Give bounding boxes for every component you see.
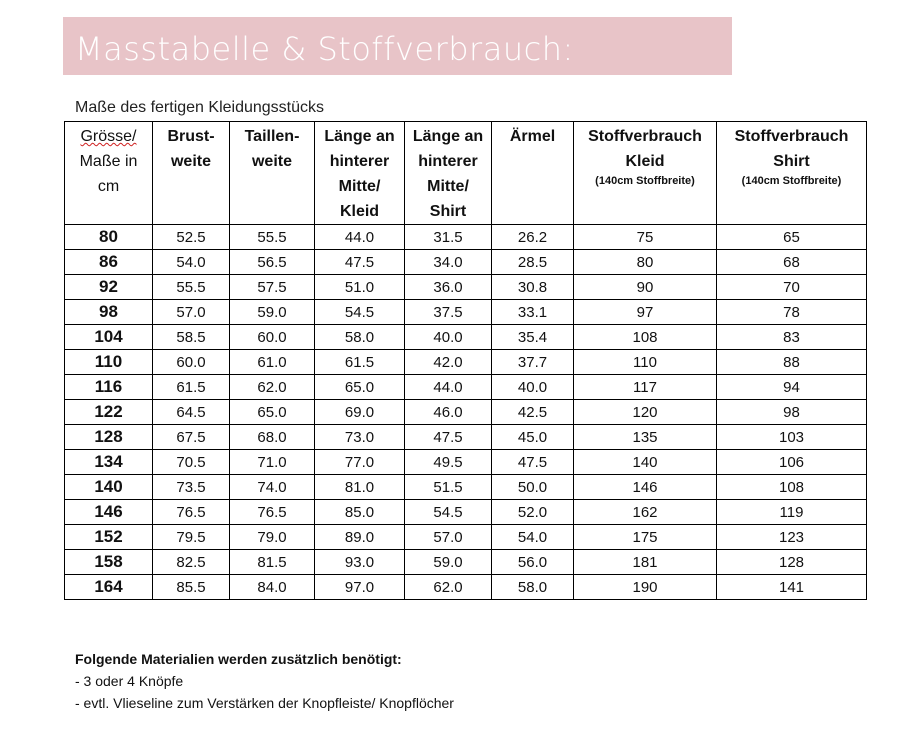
value-cell: 69.0 [315,400,405,425]
value-cell: 58.0 [492,575,574,600]
value-cell: 36.0 [405,275,492,300]
value-cell: 76.5 [153,500,230,525]
size-cell: 122 [65,400,153,425]
value-cell: 31.5 [405,225,492,250]
column-header-line: weite [251,153,292,170]
value-cell: 175 [574,525,717,550]
value-cell: 30.8 [492,275,574,300]
size-cell: 92 [65,275,153,300]
value-cell: 65.0 [315,375,405,400]
value-cell: 79.5 [153,525,230,550]
table-caption: Maße des fertigen Kleidungsstücks [75,99,325,116]
value-cell: 40.0 [405,325,492,350]
value-cell: 61.5 [315,350,405,375]
page-title: Masstabelle & Stoffverbrauch: [75,30,574,68]
value-cell: 77.0 [315,450,405,475]
value-cell: 108 [574,325,717,350]
value-cell: 75 [574,225,717,250]
column-header-line: Mitte/ [427,178,469,195]
value-cell: 135 [574,425,717,450]
materials-item: - evtl. Vlieseline zum Verstärken der Knopfleiste/ Knopflöcher [75,695,454,711]
value-cell: 42.0 [405,350,492,375]
value-cell: 60.0 [230,325,315,350]
value-cell: 103 [717,425,867,450]
column-header-line: cm [97,178,120,195]
materials-heading: Folgende Materialien werden zusätzlich benötigt: [75,651,402,667]
value-cell: 97 [574,300,717,325]
value-cell: 35.4 [492,325,574,350]
size-cell: 158 [65,550,153,575]
value-cell: 106 [717,450,867,475]
value-cell: 55.5 [153,275,230,300]
table-row [65,250,867,275]
table-row [65,450,867,475]
value-cell: 190 [574,575,717,600]
value-cell: 44.0 [405,375,492,400]
title-banner [63,17,732,75]
size-cell: 80 [65,225,153,250]
value-cell: 56.5 [230,250,315,275]
column-header-line: Shirt [773,153,810,170]
table-row [65,550,867,575]
value-cell: 40.0 [492,375,574,400]
size-table [64,121,867,600]
value-cell: 76.5 [230,500,315,525]
column-header-line: Grösse/ [80,128,137,145]
value-cell: 61.0 [230,350,315,375]
column-header-line: Länge an [412,128,484,145]
value-cell: 47.5 [405,425,492,450]
table-row [65,375,867,400]
column-header [717,122,867,225]
column-header-line: Stoffverbrauch [734,128,849,145]
value-cell: 33.1 [492,300,574,325]
value-cell: 146 [574,475,717,500]
column-header [492,122,574,225]
value-cell: 58.5 [153,325,230,350]
column-header-line: Taillen- [244,128,300,145]
table-row [65,525,867,550]
size-cell: 146 [65,500,153,525]
value-cell: 162 [574,500,717,525]
table-row [65,225,867,250]
value-cell: 80 [574,250,717,275]
value-cell: 140 [574,450,717,475]
value-cell: 54.5 [315,300,405,325]
value-cell: 83 [717,325,867,350]
size-cell: 110 [65,350,153,375]
size-cell: 104 [65,325,153,350]
column-header-line: Mitte/ [338,178,381,195]
column-header-line: Brust- [167,128,215,145]
value-cell: 97.0 [315,575,405,600]
value-cell: 141 [717,575,867,600]
value-cell: 128 [717,550,867,575]
column-header-line: Kleid [625,153,665,170]
value-cell: 181 [574,550,717,575]
column-header [230,122,315,225]
value-cell: 26.2 [492,225,574,250]
table-row [65,325,867,350]
column-header [65,122,153,225]
value-cell: 37.5 [405,300,492,325]
value-cell: 70.5 [153,450,230,475]
value-cell: 73.0 [315,425,405,450]
column-header-line: Shirt [429,203,467,220]
column-header [153,122,230,225]
value-cell: 94 [717,375,867,400]
value-cell: 64.5 [153,400,230,425]
table-row [65,350,867,375]
value-cell: 67.5 [153,425,230,450]
value-cell: 119 [717,500,867,525]
value-cell: 93.0 [315,550,405,575]
value-cell: 68 [717,250,867,275]
size-cell: 152 [65,525,153,550]
value-cell: 61.5 [153,375,230,400]
column-header-line: Stoffverbrauch [588,128,702,145]
value-cell: 57.0 [405,525,492,550]
value-cell: 42.5 [492,400,574,425]
table-row [65,500,867,525]
value-cell: 82.5 [153,550,230,575]
value-cell: 89.0 [315,525,405,550]
value-cell: 50.0 [492,475,574,500]
value-cell: 44.0 [315,225,405,250]
size-cell: 86 [65,250,153,275]
value-cell: 62.0 [230,375,315,400]
table-row [65,275,867,300]
column-header-line: Länge an [324,128,395,145]
value-cell: 51.5 [405,475,492,500]
size-cell: 164 [65,575,153,600]
column-header-line: Ärmel [509,128,556,145]
value-cell: 49.5 [405,450,492,475]
value-cell: 71.0 [230,450,315,475]
value-cell: 74.0 [230,475,315,500]
value-cell: 81.0 [315,475,405,500]
column-header-line: weite [170,153,211,170]
column-header-line: Kleid [339,203,380,220]
value-cell: 120 [574,400,717,425]
value-cell: 73.5 [153,475,230,500]
value-cell: 117 [574,375,717,400]
value-cell: 98 [717,400,867,425]
value-cell: 28.5 [492,250,574,275]
table-header-row [65,122,867,225]
value-cell: 47.5 [315,250,405,275]
value-cell: 58.0 [315,325,405,350]
size-cell: 98 [65,300,153,325]
table-row [65,575,867,600]
table-row [65,400,867,425]
value-cell: 85.0 [315,500,405,525]
table-row [65,475,867,500]
value-cell: 52.0 [492,500,574,525]
column-header-line: hinterer [418,153,478,170]
size-cell: 128 [65,425,153,450]
value-cell: 79.0 [230,525,315,550]
value-cell: 60.0 [153,350,230,375]
value-cell: 54.0 [492,525,574,550]
value-cell: 65.0 [230,400,315,425]
value-cell: 55.5 [230,225,315,250]
value-cell: 84.0 [230,575,315,600]
value-cell: 56.0 [492,550,574,575]
value-cell: 45.0 [492,425,574,450]
column-header-line: Maße in [79,153,138,170]
column-header-line: hinterer [329,153,390,170]
value-cell: 88 [717,350,867,375]
value-cell: 110 [574,350,717,375]
value-cell: 37.7 [492,350,574,375]
materials-section [75,648,454,714]
value-cell: 65 [717,225,867,250]
materials-item: - 3 oder 4 Knöpfe [75,673,184,689]
value-cell: 46.0 [405,400,492,425]
column-header [315,122,405,225]
size-cell: 116 [65,375,153,400]
value-cell: 62.0 [405,575,492,600]
column-header-note: (140cm Stoffbreite) [595,175,695,187]
size-cell: 140 [65,475,153,500]
value-cell: 34.0 [405,250,492,275]
value-cell: 81.5 [230,550,315,575]
value-cell: 70 [717,275,867,300]
table-body [65,225,867,600]
value-cell: 123 [717,525,867,550]
value-cell: 52.5 [153,225,230,250]
table-row [65,425,867,450]
value-cell: 54.0 [153,250,230,275]
value-cell: 59.0 [230,300,315,325]
table-row [65,300,867,325]
value-cell: 57.5 [230,275,315,300]
value-cell: 68.0 [230,425,315,450]
value-cell: 51.0 [315,275,405,300]
value-cell: 59.0 [405,550,492,575]
value-cell: 47.5 [492,450,574,475]
column-header [574,122,717,225]
value-cell: 57.0 [153,300,230,325]
value-cell: 78 [717,300,867,325]
column-header-note: (140cm Stoffbreite) [741,175,842,187]
size-cell: 134 [65,450,153,475]
column-header [405,122,492,225]
value-cell: 108 [717,475,867,500]
value-cell: 54.5 [405,500,492,525]
value-cell: 85.5 [153,575,230,600]
value-cell: 90 [574,275,717,300]
